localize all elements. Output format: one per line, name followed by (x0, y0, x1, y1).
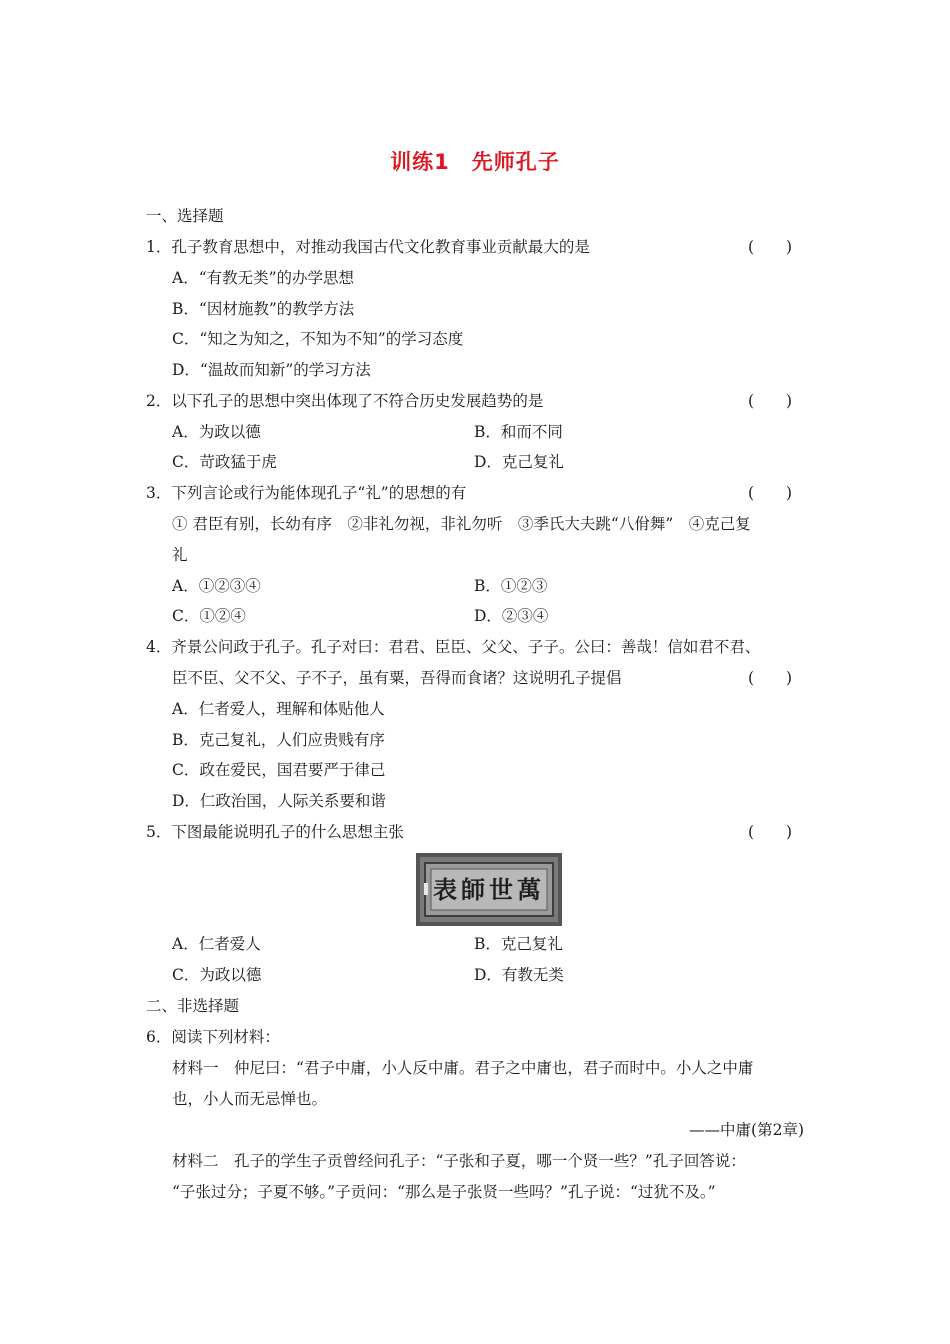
q2-stem: 2．以下孔子的思想中突出体现了不符合历史发展趋势的是 (146, 392, 544, 410)
q5-stem: 5．下图最能说明孔子的什么思想主张 (146, 823, 404, 841)
q5-option-c: C．为政以德 (172, 966, 262, 984)
q3-items-line1: ① 君臣有别，长幼有序 ②非礼勿视，非礼勿听 ③季氏大夫跳“八佾舞” ④克己复 (172, 515, 751, 533)
q2-option-c: C．苛政猛于虎 (172, 453, 277, 471)
q4-option-c: C．政在爱民，国君要严于律己 (172, 761, 386, 779)
q5-option-d: D．有教无类 (474, 966, 564, 984)
q6-material1-source: ——中庸(第2章) (689, 1121, 804, 1139)
q1-option-b: B．“因材施教”的教学方法 (172, 300, 355, 318)
q1-stem: 1．孔子教育思想中，对推动我国古代文化教育事业贡献最大的是 (146, 238, 590, 256)
q3-option-b: B．①②③ (474, 577, 548, 595)
q3-stem: 3．下列言论或行为能体现孔子“礼”的思想的有 (146, 484, 467, 502)
q5-option-a: A．仁者爱人 (172, 935, 261, 953)
q3-option-d: D．②③④ (474, 607, 549, 625)
q3-option-a: A．①②③④ (172, 577, 261, 595)
q6-material1-line2: 也，小人而无忌惮也。 (172, 1090, 328, 1108)
q3-option-c: C．①②④ (172, 607, 246, 625)
q5-option-b: B．克己复礼 (474, 935, 563, 953)
q4-stem-line2: 臣不臣、父不父、子不子，虽有粟，吾得而食诸？这说明孔子提倡 (172, 669, 622, 687)
q2-option-b: B．和而不同 (474, 423, 563, 441)
q2-option-d: D．克己复礼 (474, 453, 564, 471)
q6-material2-line2: “子张过分；子夏不够。”子贡问：“那么是子张贤一些吗？”孔子说：“过犹不及。” (172, 1183, 716, 1201)
q4-option-a: A．仁者爱人，理解和体贴他人 (172, 700, 385, 718)
plaque-image (416, 853, 562, 926)
section-heading-nonchoice: 二、非选择题 (146, 997, 240, 1015)
q6-material2-line1: 材料二 孔子的学生子贡曾经问孔子：“子张和子夏，哪一个贤一些？”孔子回答说： (172, 1152, 746, 1170)
page-title: 训练1 先师孔子 (390, 150, 560, 174)
q3-items-line2: 礼 (172, 546, 188, 564)
q4-option-d: D．仁政治国，人际关系要和谐 (172, 792, 386, 810)
document-page: 训练1 先师孔子 一、选择题 1．孔子教育思想中，对推动我国古代文化教育事业贡献最大的是 ( ) A．“有教无类”的办学思想 B．“因材施教”的教学方法 C．“知之为知之，不知为不知”的学习态度 D．“温故而知新”的学习方法 2．以下孔子的思想中突出体现了不符合历史发展趋势的是 ( ) A．为政以德 B．和而不同 C．苛政猛于虎 D．克己复礼 3．下列言论或行为能体现孔子“礼”的思想的有 ( ) ① 君臣有别，长幼有序 ②非礼勿视，非礼勿听 ③季氏大夫跳“八佾舞” ④克己复 礼 A．①②③④ B．①②③ C．①②④ D．②③④ 4．齐景公问政于孔子。孔子对曰：君君、臣臣、父父、子子。公曰：善哉！信如君不君、 臣不臣、父不父、子不子，虽有粟，吾得而食诸？这说明孔子提倡 ( ) A．仁者爱人，理解和体贴他人 B．克己复礼，人们应贵贱有序 C．政在爱民，国君要严于律己 D．仁政治国，人际关系要和谐 5．下图最能说明孔子的什么思想主张 ( ) 表師世萬 A．仁者爱人 B．克己复礼 C．为政以德 D．有教无类 二、非选择题 6．阅读下列材料： 材料一 仲尼曰：“君子中庸，小人反中庸。君子之中庸也，君子而时中。小人之中庸 也，小人而无忌惮也。 ——中庸(第2章) 材料二 孔子的学生子贡曾经问孔子：“子张和子夏，哪一个贤一些？”孔子回答说： “子张过分；子夏不够。”子贡问：“那么是子张贤一些吗？”孔子说：“过犹不及。” (0, 0, 950, 1344)
q1-option-c: C．“知之为知之，不知为不知”的学习态度 (172, 330, 464, 348)
q2-option-a: A．为政以德 (172, 423, 261, 441)
q1-option-a: A．“有教无类”的办学思想 (172, 269, 355, 287)
section-heading-choice: 一、选择题 (146, 207, 224, 225)
plaque-inscription: 表師世萬 (433, 875, 545, 904)
q4-stem-line1: 4．齐景公问政于孔子。孔子对曰：君君、臣臣、父父、子子。公曰：善哉！信如君不君、 (146, 638, 761, 656)
q6-stem: 6．阅读下列材料： (146, 1028, 280, 1046)
q4-option-b: B．克己复礼，人们应贵贱有序 (172, 731, 385, 749)
q1-option-d: D．“温故而知新”的学习方法 (172, 361, 371, 379)
q6-material1-line1: 材料一 仲尼曰：“君子中庸，小人反中庸。君子之中庸也，君子而时中。小人之中庸 (172, 1059, 754, 1077)
